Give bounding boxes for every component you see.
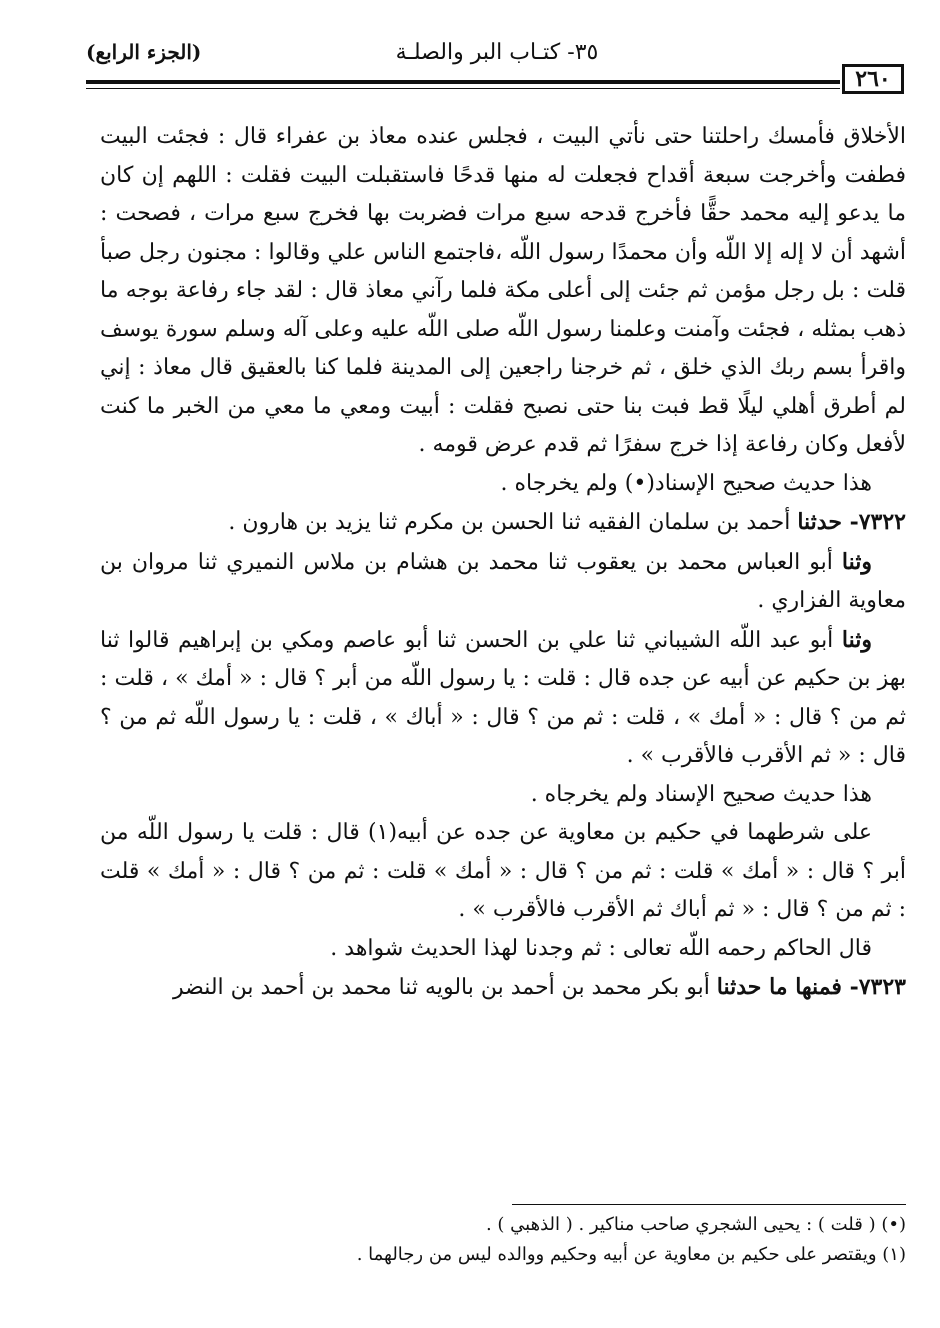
page-header bbox=[86, 36, 908, 76]
paragraph-text: الأخلاق فأمسك راحلتنا حتى نأتي البيت ، فجلس عنده معاذ بن عفراء قال : فجئت البيت فطفت وأخرجت سبعة أقداح فجعلت له منها قدحًا فاستقبلت البيت فقلت : اللهم إن كان ما يدعو إليه محمد حقًّا فأخرج قدحه سبع مرات فضربت بها فخرج سبع مرات ، فصحت : أشهد أن لا إله إلا اللّه وأن محمدًا رسول اللّه ،فاجتمع الناس علي وقالوا : مجنون رجل صبأ قلت : بل رجل مؤمن ثم جئت إلى أعلى مكة فلما رآني معاذ قال : لقد جاء رفاعة بوجه ما ذهب بمثله ، فجئت وآمنت وعلمنا رسول اللّه صلى اللّه عليه وعلى آله وسلم سورة يوسف واقرأ بسم ربك الذي خلق ، ثم خرجنا راجعين إلى المدينة فلما كنا بالعقيق قال معاذ : إني لم أطرق أهلي ليلًا قط فبت بنا حتى نصبح فقلت : أبيت ومعي ما معي من الخبر ما كنت لأفعل وكان رفاعة إذا خرج سفرًا ثم قدم عرض قومه . bbox=[100, 124, 906, 457]
footnotes bbox=[100, 1210, 906, 1270]
footnote-rule bbox=[512, 1204, 906, 1205]
paragraph-4 bbox=[100, 543, 906, 621]
header-rule-thin bbox=[86, 88, 840, 89]
paragraph-text: على شرطهما في حكيم بن معاوية عن جده عن أبيه(١) قال : قلت يا رسول اللّه من أبر ؟ قال : « أمك » قلت : ثم من ؟ قال : « أمك » قلت : ثم من ؟ قال : « أمك » قلت : ثم من ؟ قال : « ثم أباك ثم الأقرب فالأقرب » . bbox=[100, 820, 906, 922]
paragraph-lead: وثنا bbox=[841, 626, 872, 653]
paragraph-text: هذا حديث صحيح الإسناد(•) ولم يخرجاه . bbox=[500, 470, 872, 496]
paragraph-text: أبو العباس محمد بن يعقوب ثنا محمد بن هشام بن ملاس النميري ثنا مروان بن معاوية الفزاري . bbox=[100, 549, 906, 613]
paragraph-text: قال الحاكم رحمه اللّه تعالى : ثم وجدنا لهذا الحديث شواهد . bbox=[330, 935, 872, 961]
page-number: ٢٦٠ bbox=[842, 64, 904, 94]
paragraph-6 bbox=[100, 776, 906, 815]
paragraph-8 bbox=[100, 930, 906, 969]
paragraph-3 bbox=[100, 503, 906, 543]
paragraph-1 bbox=[100, 118, 906, 465]
volume-label: (الجزء الرابع) bbox=[86, 40, 202, 64]
hadith-number: ٧٣٢٣- فمنها ما حدثنا bbox=[716, 974, 906, 1000]
paragraph-text: هذا حديث صحيح الإسناد ولم يخرجاه . bbox=[530, 781, 872, 807]
running-title: ٣٥- كتـاب البر والصلـة bbox=[395, 40, 599, 65]
header-rule-thick bbox=[86, 80, 840, 84]
paragraph-5 bbox=[100, 621, 906, 776]
hadith-number: ٧٣٢٢- حدثنا bbox=[797, 509, 906, 535]
paragraph-text: أبو عبد اللّه الشيباني ثنا علي بن الحسن ثنا أبو عاصم ومكي بن إبراهيم قالوا ثنا بهز بن حكيم عن أبيه عن جده قال : قلت : يا رسول اللّه من أبر ؟ قال : « أمك » ، قلت : ثم من ؟ قال : « أمك » ، قلت : ثم من ؟ قال : « أباك » ، قلت : يا رسول اللّه ثم من ؟ قال : « ثم الأقرب فالأقرب » . bbox=[100, 627, 906, 768]
footnote-1: (•) ( قلت ) : يحيى الشجري صاحب مناكير . ( الذهبي ) . bbox=[485, 1214, 906, 1235]
paragraph-7 bbox=[100, 814, 906, 930]
paragraph-lead: وثنا bbox=[841, 548, 872, 575]
paragraph-2 bbox=[100, 465, 906, 504]
paragraph-9 bbox=[100, 968, 906, 1008]
paragraph-text: أحمد بن سلمان الفقيه ثنا الحسن بن مكرم ثنا يزيد بن هارون . bbox=[228, 510, 798, 535]
footnote-2: (١) ويقتصر على حكيم بن معاوية عن أبيه وحكيم ووالده ليس من رجالهما . bbox=[356, 1244, 906, 1265]
paragraph-text: أبو بكر محمد بن أحمد بن بالويه ثنا محمد بن أحمد بن النضر bbox=[172, 975, 717, 1000]
body-text bbox=[100, 118, 906, 1008]
